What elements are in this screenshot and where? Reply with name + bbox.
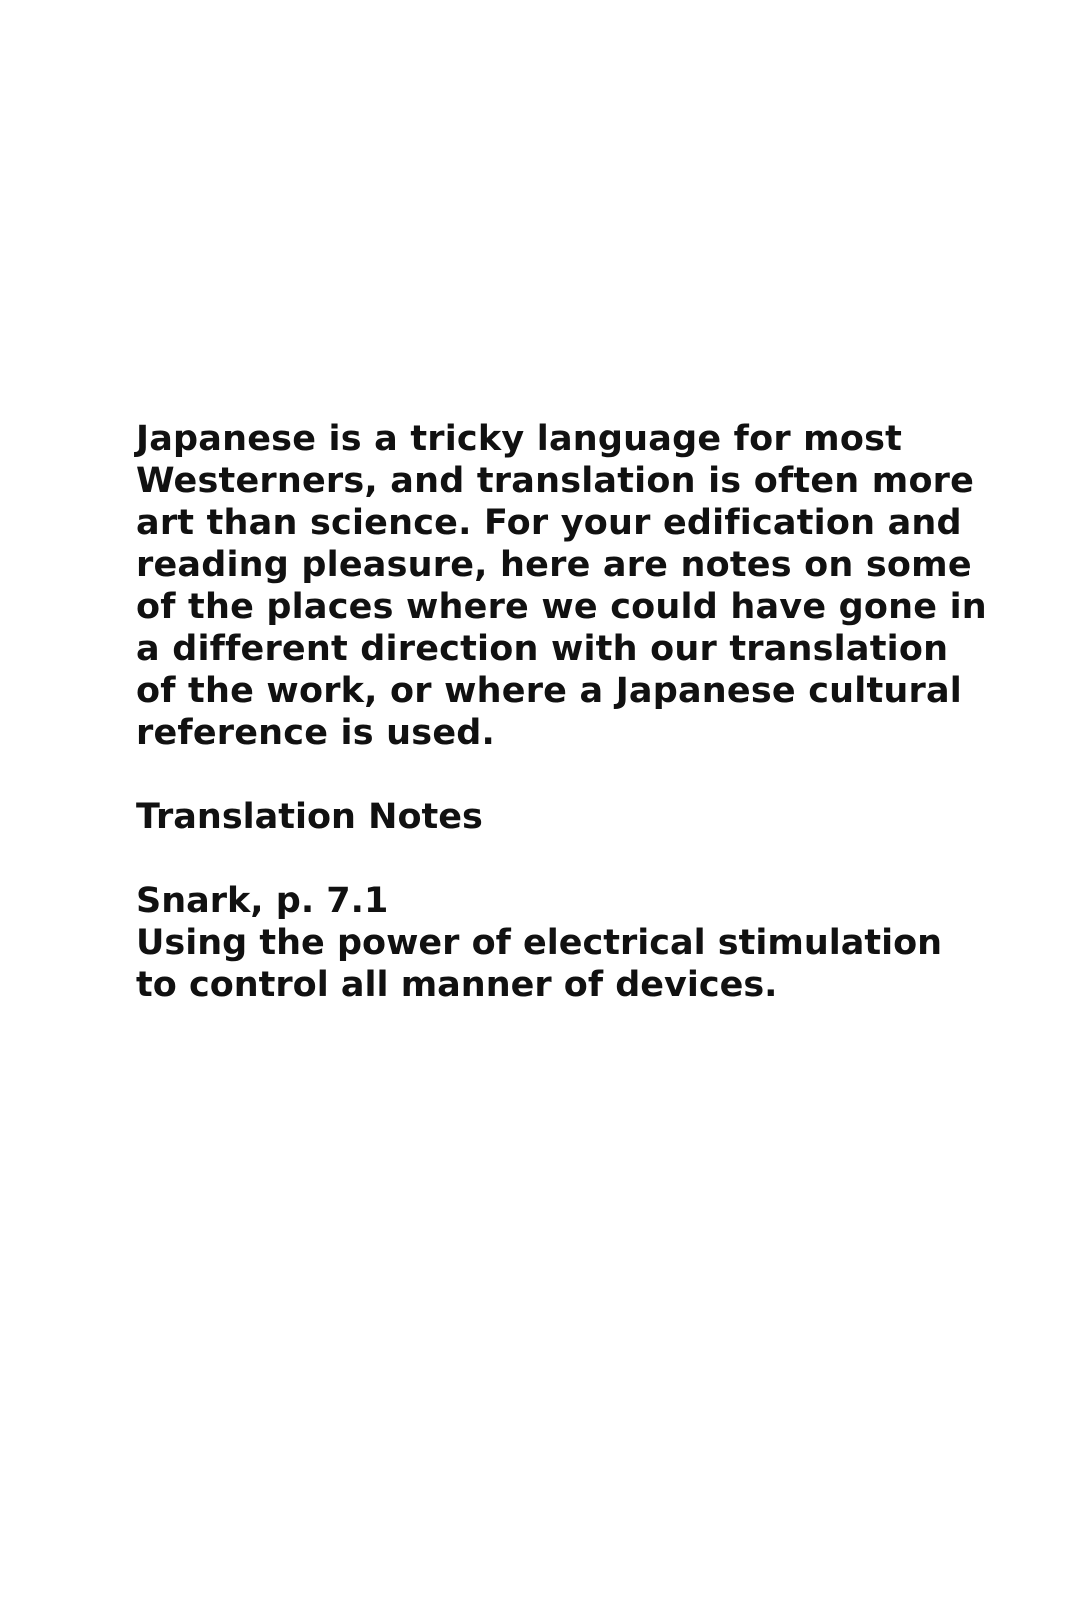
intro-line: Westerners, and translation is often more [136,461,975,501]
intro-line: of the work, or where a Japanese cultural [136,671,963,711]
note-line: to control all manner of devices. [136,965,778,1005]
intro-line: Japanese is a tricky language for most [136,419,903,459]
note-title: Snark, p. 7.1 [136,881,389,921]
intro-line: reference is used. [136,713,496,753]
intro-line: of the places where we could have gone in [136,587,987,627]
intro-paragraph [136,418,987,754]
intro-line: art than science. For your edification and [136,503,962,543]
section-heading-translation-notes: Translation Notes [136,797,483,837]
note-line: Using the power of electrical stimulation [136,923,943,963]
note-body [136,922,943,1006]
page-content [136,418,987,1006]
note-entry [136,838,943,1006]
intro-line: a different direction with our translation [136,629,949,669]
intro-line: reading pleasure, here are notes on some [136,545,972,585]
